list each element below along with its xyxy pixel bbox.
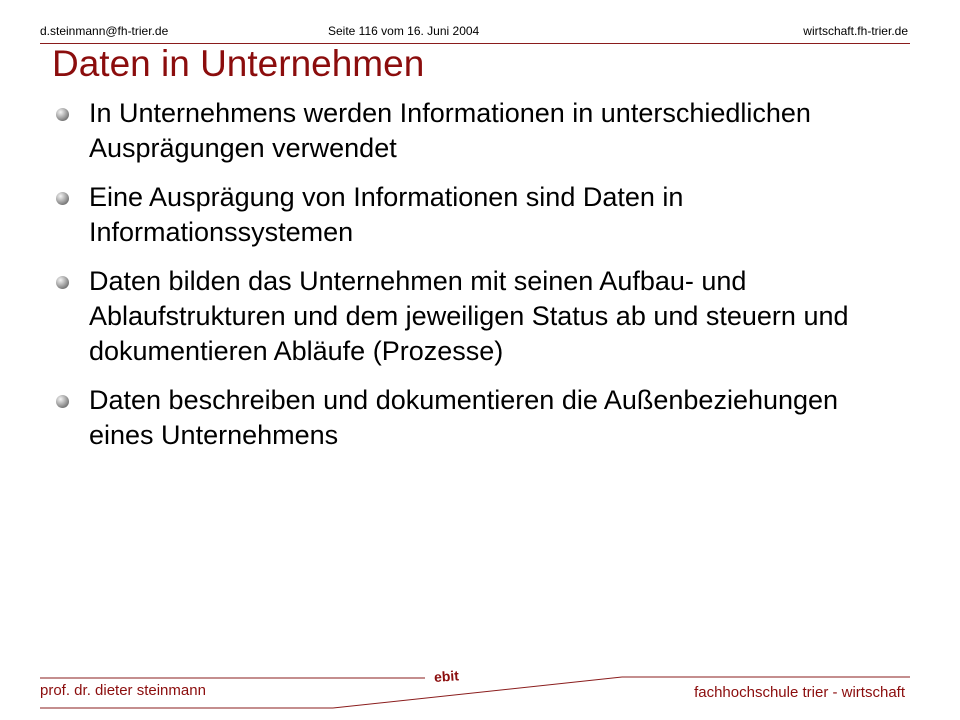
bullet-item [56,96,876,166]
footer-author: prof. dr. dieter steinmann [40,682,206,699]
ebit-logo: ebit [433,667,460,685]
bullet-sphere-icon [56,276,69,289]
footer-institution: fachhochschule trier - wirtschaft [694,684,905,701]
bullet-sphere-icon [56,108,69,121]
bullet-list [56,96,876,467]
slide-title: Daten in Unternehmen [52,43,425,84]
bullet-text: Daten beschreiben und dokumentieren die Außenbeziehungen eines Unternehmens [89,385,839,450]
bullet-item [56,264,876,369]
footer-diagonal-line [333,677,622,708]
bullet-item [56,383,876,453]
bullet-sphere-icon [56,192,69,205]
bullet-text: In Unternehmens werden Informationen in unterschiedlichen Ausprägungen verwendet [89,98,811,163]
bullet-sphere-icon [56,395,69,408]
header-page-info: Seite 116 vom 16. Juni 2004 [328,24,480,38]
bullet-text: Eine Ausprägung von Informationen sind Daten in Informationssystemen [89,182,684,247]
header-email: d.steinmann@fh-trier.de [40,24,169,38]
bullet-text: Daten bilden das Unternehmen mit seinen Aufbau- und Ablaufstrukturen und dem jeweiligen Status ab und steuern und dokumentieren Abläufe (Prozesse) [89,266,849,366]
bullet-item [56,180,876,250]
header-website: wirtschaft.fh-trier.de [803,24,908,38]
